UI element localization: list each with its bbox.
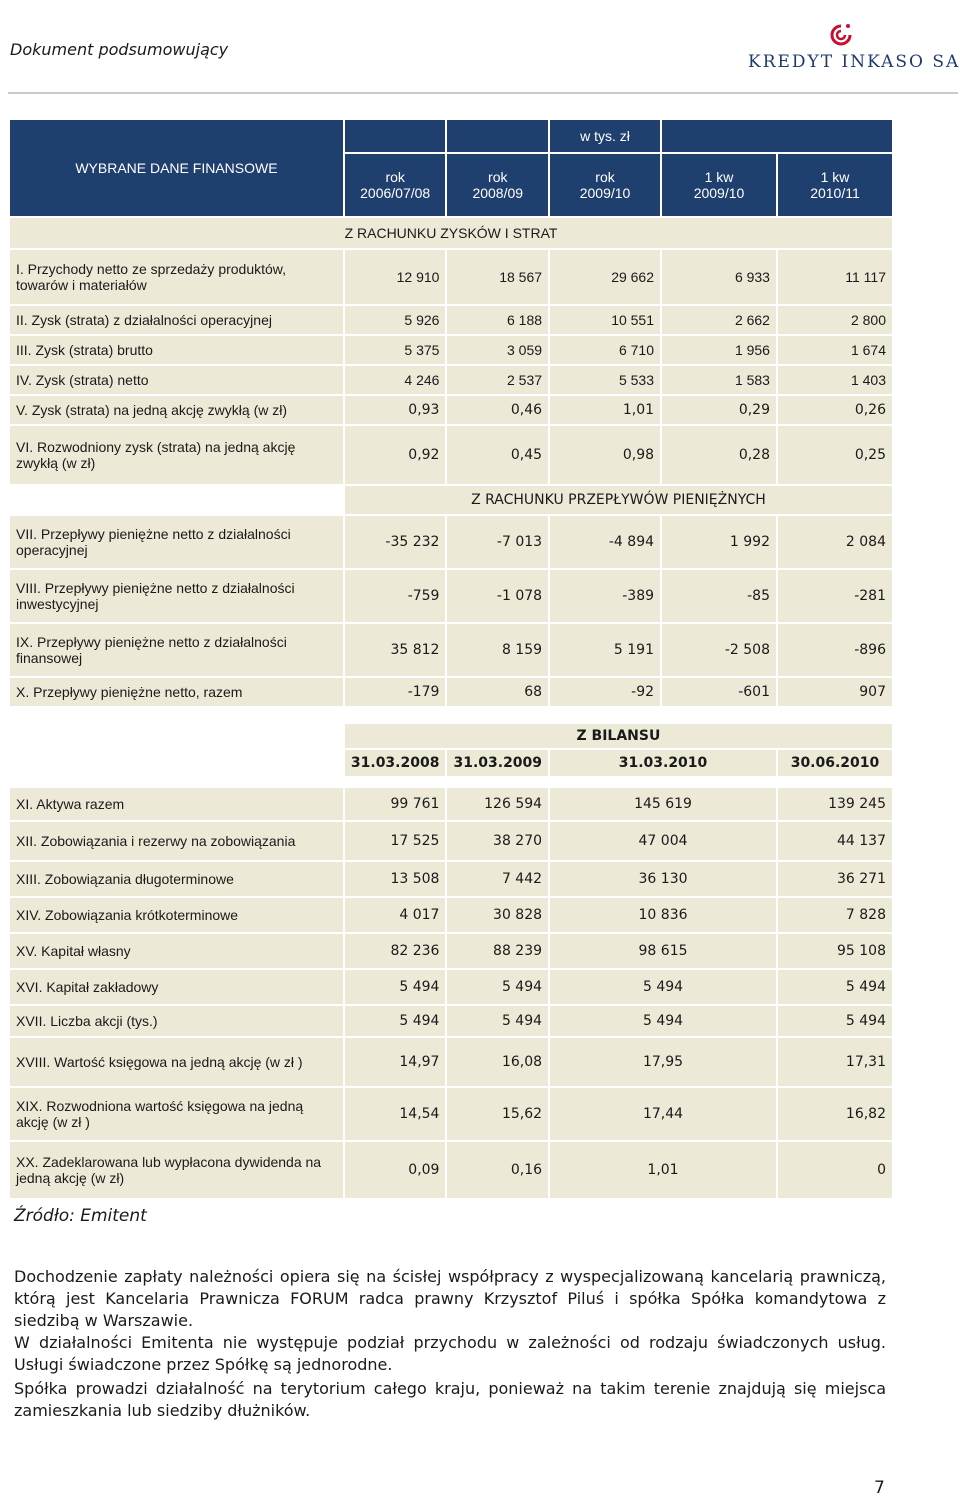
column-header-line1: 1 kw (704, 169, 734, 185)
value-cell: -389 (550, 570, 660, 622)
column-header-line2: 2009/10 (579, 185, 631, 201)
paragraph: Dochodzenie zapłaty należności opiera się na ścisłej współpracy z wyspecjalizowaną kancelarią prawniczą, którą jest Kancelaria Prawnicza FORUM radca prawny Krzysztof Piluś i spółka Spółka komandytowa z siedzibą w Warszawie. (14, 1267, 886, 1330)
table-row (10, 862, 892, 896)
source-note: Źródło: Emitent (14, 1206, 147, 1226)
table-row (10, 678, 892, 706)
value-cell: 30 828 (447, 898, 548, 932)
section-spacer (10, 724, 343, 748)
value-cell: 36 271 (778, 862, 892, 896)
financial-data-table (8, 118, 894, 1200)
row-label: VIII. Przepływy pieniężne netto z działalności inwestycyjnej (10, 570, 343, 622)
value-cell: 36 130 (550, 862, 776, 896)
value-cell: 0,09 (345, 1142, 446, 1198)
section-spacer (10, 486, 343, 514)
value-cell: -7 013 (447, 516, 548, 568)
value-cell: 1,01 (550, 396, 660, 424)
table-row (10, 1006, 892, 1036)
section-spacer (10, 778, 892, 786)
value-cell: 0,26 (778, 396, 892, 424)
column-header (662, 154, 776, 216)
column-header-line2: 2006/07/08 (360, 185, 431, 201)
table-row (10, 1038, 892, 1086)
row-label: II. Zysk (strata) z działalności operacyjnej (10, 306, 343, 334)
value-cell: 5 494 (778, 970, 892, 1004)
value-cell: 68 (447, 678, 548, 706)
value-cell: -35 232 (345, 516, 446, 568)
table-row (10, 336, 892, 364)
row-label: IX. Przepływy pieniężne netto z działalności finansowej (10, 624, 343, 676)
row-label: XI. Aktywa razem (10, 788, 343, 820)
table-row (10, 1142, 892, 1198)
value-cell: 1,01 (550, 1142, 776, 1198)
value-cell: 0,93 (345, 396, 446, 424)
value-cell: 16,82 (778, 1088, 892, 1140)
value-cell: 1 674 (778, 336, 892, 364)
row-label: XVI. Kapitał zakładowy (10, 970, 343, 1004)
value-cell: -179 (345, 678, 446, 706)
table-row (10, 426, 892, 484)
value-cell: 0,92 (345, 426, 446, 484)
value-cell: 16,08 (447, 1038, 548, 1086)
value-cell: 0,16 (447, 1142, 548, 1198)
value-cell: 38 270 (447, 822, 548, 860)
date-header: 31.03.2008 (345, 750, 446, 776)
value-cell: 4 246 (345, 366, 446, 394)
paragraph: W działalności Emitenta nie występuje podział przychodu w zależności od rodzaju świadczonych usług. Usługi świadczone przez Spółkę są jednorodne. (14, 1333, 886, 1374)
value-cell: 2 537 (447, 366, 548, 394)
table-row (10, 570, 892, 622)
row-label: XV. Kapitał własny (10, 934, 343, 968)
table-row (10, 778, 892, 786)
value-cell: 17,44 (550, 1088, 776, 1140)
column-header (345, 154, 446, 216)
table-row (10, 396, 892, 424)
table-row (10, 120, 892, 152)
row-label: I. Przychody netto ze sprzedaży produktów, towarów i materiałów (10, 250, 343, 304)
value-cell: 99 761 (345, 788, 446, 820)
value-cell: 126 594 (447, 788, 548, 820)
value-cell: -1 078 (447, 570, 548, 622)
table-row (10, 250, 892, 304)
date-header: 30.06.2010 (778, 750, 892, 776)
value-cell: 10 551 (550, 306, 660, 334)
row-label: V. Zysk (strata) na jedną akcję zwykłą (w zł) (10, 396, 343, 424)
table-row (10, 516, 892, 568)
row-label: XIV. Zobowiązania krótkoterminowe (10, 898, 343, 932)
header-rule (8, 92, 958, 94)
row-label: IV. Zysk (strata) netto (10, 366, 343, 394)
column-header (447, 154, 548, 216)
value-cell: 1 583 (662, 366, 776, 394)
value-cell: 139 245 (778, 788, 892, 820)
value-cell: 35 812 (345, 624, 446, 676)
value-cell: 17,95 (550, 1038, 776, 1086)
page-number: 7 (874, 1478, 885, 1498)
row-label: XIX. Rozwodniona wartość księgowa na jedną akcję (w zł ) (10, 1088, 343, 1140)
value-cell: 5 494 (778, 1006, 892, 1036)
row-label: XX. Zadeklarowana lub wypłacona dywidenda na jedną akcję (w zł) (10, 1142, 343, 1198)
value-cell: -85 (662, 570, 776, 622)
value-cell: 5 494 (550, 970, 776, 1004)
value-cell: 29 662 (550, 250, 660, 304)
value-cell: -759 (345, 570, 446, 622)
value-cell: 6 188 (447, 306, 548, 334)
value-cell: 47 004 (550, 822, 776, 860)
value-cell: 0,46 (447, 396, 548, 424)
value-cell: 11 117 (778, 250, 892, 304)
table-row (10, 898, 892, 932)
value-cell: 82 236 (345, 934, 446, 968)
value-cell: -896 (778, 624, 892, 676)
value-cell: 14,97 (345, 1038, 446, 1086)
row-label: VI. Rozwodniony zysk (strata) na jedną akcję zwykłą (w zł) (10, 426, 343, 484)
row-label: XVII. Liczba akcji (tys.) (10, 1006, 343, 1036)
value-cell: 6 710 (550, 336, 660, 364)
column-header-line1: rok (488, 169, 508, 185)
section-spacer (10, 708, 892, 722)
value-cell: 44 137 (778, 822, 892, 860)
value-cell: 5 375 (345, 336, 446, 364)
value-cell: 10 836 (550, 898, 776, 932)
section-header: Z RACHUNKU PRZEPŁYWÓW PIENIĘŻNYCH (345, 486, 892, 514)
value-cell: 2 662 (662, 306, 776, 334)
table-row (10, 724, 892, 748)
value-cell: 5 533 (550, 366, 660, 394)
value-cell: 2 084 (778, 516, 892, 568)
unit-label: w tys. zł (550, 120, 660, 152)
column-header-line2: 2010/11 (810, 185, 860, 201)
value-cell: 1 956 (662, 336, 776, 364)
value-cell: 5 494 (345, 970, 446, 1004)
table-row (10, 624, 892, 676)
column-header-line1: 1 kw (820, 169, 850, 185)
value-cell: 5 494 (447, 970, 548, 1004)
value-cell: 98 615 (550, 934, 776, 968)
logo-text: KREDYT INKASO SA (748, 52, 960, 72)
value-cell: 14,54 (345, 1088, 446, 1140)
value-cell: 95 108 (778, 934, 892, 968)
value-cell: 0 (778, 1142, 892, 1198)
date-header: 31.03.2009 (447, 750, 548, 776)
row-label: XIII. Zobowiązania długoterminowe (10, 862, 343, 896)
column-header (550, 154, 660, 216)
table-row (10, 1088, 892, 1140)
header-blank (662, 120, 892, 152)
column-header (778, 154, 892, 216)
section-header: Z RACHUNKU ZYSKÓW I STRAT (10, 218, 892, 248)
table-row (10, 934, 892, 968)
table-row (10, 306, 892, 334)
value-cell: 0,98 (550, 426, 660, 484)
value-cell: -281 (778, 570, 892, 622)
value-cell: 17,31 (778, 1038, 892, 1086)
value-cell: 88 239 (447, 934, 548, 968)
header-blank (447, 120, 548, 152)
value-cell: 3 059 (447, 336, 548, 364)
table-row (10, 708, 892, 722)
date-header: 31.03.2010 (550, 750, 776, 776)
value-cell: 1 992 (662, 516, 776, 568)
value-cell: 0,45 (447, 426, 548, 484)
value-cell: 5 494 (345, 1006, 446, 1036)
header-blank (345, 120, 446, 152)
value-cell: 1 403 (778, 366, 892, 394)
value-cell: -4 894 (550, 516, 660, 568)
value-cell: 7 442 (447, 862, 548, 896)
value-cell: 0,29 (662, 396, 776, 424)
value-cell: 2 800 (778, 306, 892, 334)
table-row (10, 750, 892, 776)
column-header-line2: 2008/09 (472, 185, 524, 201)
value-cell: 17 525 (345, 822, 446, 860)
value-cell: 5 494 (447, 1006, 548, 1036)
value-cell: 0,28 (662, 426, 776, 484)
section-header: Z BILANSU (345, 724, 892, 748)
table-title-cell: WYBRANE DANE FINANSOWE (10, 120, 343, 216)
row-label: VII. Przepływy pieniężne netto z działalności operacyjnej (10, 516, 343, 568)
table-row (10, 366, 892, 394)
table-row (10, 788, 892, 820)
row-label: III. Zysk (strata) brutto (10, 336, 343, 364)
table-row (10, 970, 892, 1004)
table-row (10, 218, 892, 248)
value-cell: 145 619 (550, 788, 776, 820)
company-logo (748, 22, 960, 78)
row-label: XVIII. Wartość księgowa na jedną akcję (w zł ) (10, 1038, 343, 1086)
row-label: X. Przepływy pieniężne netto, razem (10, 678, 343, 706)
logo-swirl-icon (828, 22, 854, 48)
table-row (10, 822, 892, 860)
value-cell: 5 494 (550, 1006, 776, 1036)
value-cell: 15,62 (447, 1088, 548, 1140)
value-cell: 0,25 (778, 426, 892, 484)
value-cell: 8 159 (447, 624, 548, 676)
paragraph: Spółka prowadzi działalność na terytorium całego kraju, ponieważ na takim terenie znajdują się miejsca zamieszkania lub siedziby dłużników. (14, 1379, 886, 1420)
column-header-line1: rok (595, 169, 615, 185)
value-cell: -601 (662, 678, 776, 706)
value-cell: 13 508 (345, 862, 446, 896)
column-header-line1: rok (385, 169, 405, 185)
table-row (10, 486, 892, 514)
section-spacer (10, 750, 343, 776)
value-cell: 12 910 (345, 250, 446, 304)
value-cell: 907 (778, 678, 892, 706)
value-cell: -92 (550, 678, 660, 706)
value-cell: 18 567 (447, 250, 548, 304)
value-cell: 5 191 (550, 624, 660, 676)
value-cell: -2 508 (662, 624, 776, 676)
value-cell: 7 828 (778, 898, 892, 932)
value-cell: 5 926 (345, 306, 446, 334)
value-cell: 4 017 (345, 898, 446, 932)
row-label: XII. Zobowiązania i rezerwy na zobowiązania (10, 822, 343, 860)
document-title: Dokument podsumowujący (10, 40, 229, 59)
column-header-line2: 2009/10 (693, 185, 745, 201)
value-cell: 6 933 (662, 250, 776, 304)
